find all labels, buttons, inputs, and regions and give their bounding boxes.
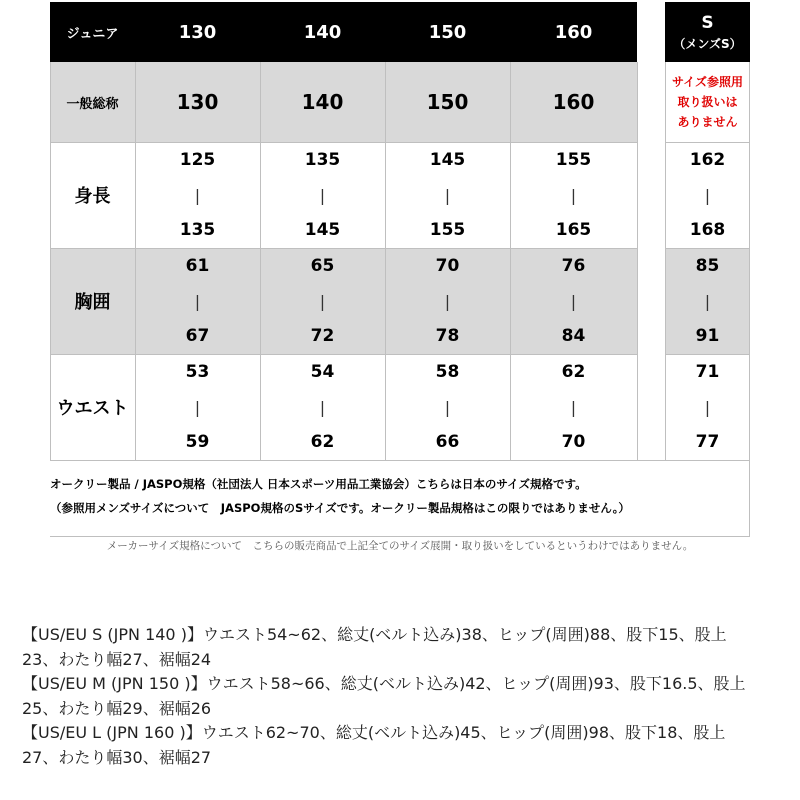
range-separator: | xyxy=(704,291,711,311)
header-s-label: S xyxy=(701,12,714,33)
height-range-130 xyxy=(135,142,260,248)
range-max: 67 xyxy=(185,326,210,346)
grid-line xyxy=(50,62,51,460)
range-min: 53 xyxy=(185,362,210,382)
range-max: 145 xyxy=(304,220,341,240)
grid-line xyxy=(50,142,637,143)
s-note-line-3: ありません xyxy=(677,115,738,129)
grid-line xyxy=(135,62,136,460)
range-min: 62 xyxy=(561,362,586,382)
range-min: 70 xyxy=(435,256,460,276)
range-separator: | xyxy=(319,291,326,311)
range-min: 71 xyxy=(695,362,720,382)
range-max: 59 xyxy=(185,432,210,452)
range-separator: | xyxy=(570,185,577,205)
height-range-160 xyxy=(510,142,637,248)
height-label: 身長 xyxy=(50,142,135,248)
general-label: 一般総称 xyxy=(50,62,135,142)
range-separator: | xyxy=(319,397,326,417)
grid-line xyxy=(385,62,386,460)
grid-line xyxy=(665,248,750,249)
height-range-150 xyxy=(385,142,510,248)
range-separator: | xyxy=(570,291,577,311)
chest-label: 胸囲 xyxy=(50,248,135,354)
s-note-line-1: サイズ参照用 xyxy=(671,75,744,89)
range-separator: | xyxy=(570,397,577,417)
range-max: 72 xyxy=(310,326,335,346)
range-max: 70 xyxy=(561,432,586,452)
range-max: 91 xyxy=(695,326,720,346)
range-separator: | xyxy=(704,397,711,417)
height-range-s xyxy=(665,142,750,248)
range-max: 78 xyxy=(435,326,460,346)
range-max: 62 xyxy=(310,432,335,452)
header-size-140: 140 xyxy=(260,2,385,62)
range-separator: | xyxy=(704,185,711,205)
us-size-s-line-1: 【US/EU S (JPN 140 )】ウエスト54~62、総丈(ベルト込み)38、ヒップ(周囲)88、股下15、股上 xyxy=(22,625,727,644)
grid-line xyxy=(637,62,638,460)
us-size-l-line-1: 【US/EU L (JPN 160 )】ウエスト62~70、総丈(ベルト込み)45、ヒップ(周囲)98、股下18、股上 xyxy=(22,723,726,742)
grid-line xyxy=(510,62,511,460)
general-value-130: 130 xyxy=(135,62,260,142)
grid-line xyxy=(50,248,637,249)
s-note-line-2: 取り扱いは xyxy=(677,95,738,109)
general-value-160: 160 xyxy=(510,62,637,142)
range-separator: | xyxy=(194,397,201,417)
chest-range-s xyxy=(665,248,750,354)
grid-line xyxy=(50,536,750,537)
range-max: 168 xyxy=(689,220,726,240)
grid-line xyxy=(665,142,750,143)
chest-range-130 xyxy=(135,248,260,354)
range-separator: | xyxy=(319,185,326,205)
header-s-sub: （メンズS） xyxy=(673,36,742,51)
waist-range-150 xyxy=(385,354,510,460)
header-label-junior: ジュニア xyxy=(50,2,135,62)
grid-line xyxy=(260,62,261,460)
header-size-150: 150 xyxy=(385,2,510,62)
grid-line xyxy=(50,354,637,355)
range-min: 162 xyxy=(689,150,726,170)
range-max: 155 xyxy=(429,220,466,240)
waist-range-s xyxy=(665,354,750,460)
range-min: 145 xyxy=(429,150,466,170)
note-line-2: （参照用メンズサイズについて JASPO規格のSサイズです。オークリー製品規格はこの限りではありません。） xyxy=(50,501,630,515)
header-size-160: 160 xyxy=(510,2,637,62)
chest-range-160 xyxy=(510,248,637,354)
waist-range-130 xyxy=(135,354,260,460)
range-min: 65 xyxy=(310,256,335,276)
waist-range-160 xyxy=(510,354,637,460)
chest-range-150 xyxy=(385,248,510,354)
range-min: 125 xyxy=(179,150,216,170)
general-value-150: 150 xyxy=(385,62,510,142)
us-size-descriptions xyxy=(22,623,792,770)
range-min: 58 xyxy=(435,362,460,382)
note-line-1: オークリー製品 / JASPO規格（社団法人 日本スポーツ用品工業協会）こちらは日本のサイズ規格です。 xyxy=(50,477,587,491)
grid-line xyxy=(50,460,750,461)
range-max: 77 xyxy=(695,432,720,452)
waist-label: ウエスト xyxy=(50,354,135,460)
range-min: 61 xyxy=(185,256,210,276)
height-range-140 xyxy=(260,142,385,248)
range-separator: | xyxy=(194,185,201,205)
general-s-note xyxy=(665,62,750,142)
us-size-l-line-2: 27、わたり幅30、裾幅27 xyxy=(22,747,212,767)
us-size-m-line-2: 25、わたり幅29、裾幅26 xyxy=(22,698,212,718)
range-max: 66 xyxy=(435,432,460,452)
grid-line xyxy=(665,354,750,355)
range-min: 85 xyxy=(695,256,720,276)
us-size-m-line-1: 【US/EU M (JPN 150 )】ウエスト58~66、総丈(ベルト込み)42、ヒップ(周囲)93、股下16.5、股上 xyxy=(22,674,746,693)
us-size-s-line-2: 23、わたり幅27、裾幅24 xyxy=(22,649,212,669)
waist-range-140 xyxy=(260,354,385,460)
range-separator: | xyxy=(444,291,451,311)
range-separator: | xyxy=(194,291,201,311)
header-size-s xyxy=(665,2,750,62)
caption: メーカーサイズ規格について こちらの販売商品で上記全てのサイズ展開・取り扱いをしているというわけではありません。 xyxy=(106,540,694,552)
range-max: 165 xyxy=(555,220,592,240)
range-min: 54 xyxy=(310,362,335,382)
grid-line xyxy=(665,62,666,460)
range-separator: | xyxy=(444,397,451,417)
grid-line xyxy=(749,62,750,537)
range-min: 135 xyxy=(304,150,341,170)
general-value-140: 140 xyxy=(260,62,385,142)
header-size-130: 130 xyxy=(135,2,260,62)
range-max: 84 xyxy=(561,326,586,346)
range-min: 155 xyxy=(555,150,592,170)
range-separator: | xyxy=(444,185,451,205)
range-min: 76 xyxy=(561,256,586,276)
range-max: 135 xyxy=(179,220,216,240)
chest-range-140 xyxy=(260,248,385,354)
